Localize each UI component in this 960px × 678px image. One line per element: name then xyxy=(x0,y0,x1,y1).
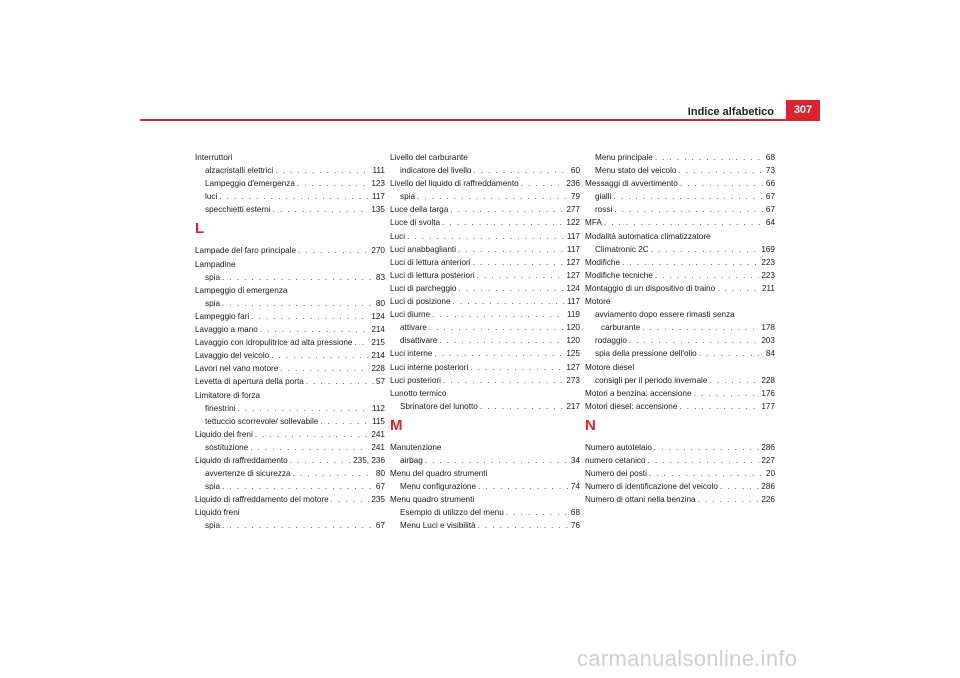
dot-leader xyxy=(699,347,764,360)
entry-page-ref: 223 xyxy=(761,257,775,267)
index-entry xyxy=(585,441,775,454)
index-entry xyxy=(195,297,385,310)
index-entry xyxy=(585,230,775,243)
index-entry xyxy=(390,400,580,413)
entry-term: finestrini xyxy=(205,403,236,413)
index-entry xyxy=(195,177,385,190)
header-rule xyxy=(140,119,820,121)
entry-term: Menu Luci e visibilità xyxy=(400,521,476,531)
entry-term: Numero autotelaio xyxy=(585,442,652,452)
entry-term: spia xyxy=(205,272,221,282)
entry-page-ref: 241 xyxy=(371,429,385,439)
entry-page-ref: 34 xyxy=(570,455,580,465)
entry-term: Liquido dei freni xyxy=(195,429,253,439)
entry-term: gialli xyxy=(595,192,612,202)
index-entry xyxy=(585,269,775,282)
entry-page-ref: 120 xyxy=(566,336,580,346)
entry-term: disattivare xyxy=(400,336,438,346)
entry-page-ref: 286 xyxy=(761,482,775,492)
dot-leader xyxy=(417,190,569,203)
index-entry xyxy=(195,480,385,493)
watermark: carmanualsonline.info xyxy=(577,646,798,671)
entry-page-ref: 66 xyxy=(765,179,775,189)
dot-leader xyxy=(453,295,565,308)
entry-page-ref: 127 xyxy=(566,270,580,280)
entry-term: Motore diesel xyxy=(585,362,635,372)
entry-term: Luci xyxy=(390,231,406,241)
entry-page-ref: 214 xyxy=(371,325,385,335)
index-entry xyxy=(585,256,775,269)
entry-term: Climatronic 2C xyxy=(595,244,649,254)
index-entry xyxy=(195,519,385,532)
dot-leader xyxy=(222,480,374,493)
index-entry xyxy=(390,151,580,164)
dot-leader xyxy=(434,347,564,360)
index-entry xyxy=(195,493,385,506)
dot-leader xyxy=(604,216,764,229)
index-entry xyxy=(585,203,775,216)
entry-term: Manutenzione xyxy=(390,442,442,452)
index-entry xyxy=(585,467,775,480)
index-entry xyxy=(195,203,385,216)
entry-term: Interruttori xyxy=(195,153,233,162)
index-entry xyxy=(195,258,385,271)
entry-term: Lavori nel vano motore xyxy=(195,364,279,374)
entry-term: Luci interne xyxy=(390,349,433,359)
entry-term: Lavaggio con idropulitrice ad alta pressione xyxy=(195,338,353,348)
index-entry xyxy=(390,269,580,282)
index-entry xyxy=(390,480,580,493)
entry-page-ref: 119 xyxy=(566,310,580,320)
entry-page-ref: 68 xyxy=(570,508,580,518)
entry-page-ref: 227 xyxy=(761,455,775,465)
entry-term: attivare xyxy=(400,323,427,333)
dot-leader xyxy=(219,190,370,203)
entry-page-ref: 83 xyxy=(375,272,385,282)
entry-term: Messaggi di avvertimento xyxy=(585,179,678,189)
index-entry xyxy=(390,190,580,203)
entry-term: Menu configurazione xyxy=(400,482,477,492)
entry-page-ref: 64 xyxy=(765,218,775,228)
index-entry xyxy=(585,400,775,413)
dot-leader xyxy=(442,216,564,229)
entry-page-ref: 73 xyxy=(765,166,775,176)
entry-term: Livello del carburante xyxy=(390,153,468,162)
entry-term: Luci posteriori xyxy=(390,375,441,385)
index-entry xyxy=(195,310,385,323)
page-title: Indice alfabetico xyxy=(687,106,774,118)
dot-leader xyxy=(250,441,369,454)
dot-leader xyxy=(473,256,565,269)
dot-leader xyxy=(354,336,369,349)
dot-leader xyxy=(251,310,369,323)
entry-term: sostituzione xyxy=(205,442,249,452)
index-entry xyxy=(585,177,775,190)
dot-leader xyxy=(720,480,759,493)
index-entry xyxy=(390,216,580,229)
entry-term: Lunotto termico xyxy=(390,388,447,398)
entry-term: Menu principale xyxy=(595,153,653,162)
index-entry xyxy=(585,454,775,467)
entry-term: Luce di svolta xyxy=(390,218,441,228)
entry-page-ref: 67 xyxy=(375,482,385,492)
index-entry xyxy=(390,308,580,321)
index-entry xyxy=(195,323,385,336)
index-entry xyxy=(585,243,775,256)
index-entry xyxy=(195,362,385,375)
entry-page-ref: 228 xyxy=(761,375,775,385)
entry-page-ref: 286 xyxy=(761,442,775,452)
entry-term: Modifiche xyxy=(585,257,621,267)
entry-page-ref: 122 xyxy=(566,218,580,228)
entry-term: rodaggio xyxy=(595,336,627,346)
index-entry xyxy=(195,190,385,203)
index-entry xyxy=(195,271,385,284)
entry-page-ref: 217 xyxy=(566,401,580,411)
index-entry xyxy=(390,164,580,177)
index-column-2 xyxy=(390,151,580,533)
entry-term: Numero di identificazione del veicolo xyxy=(585,482,718,492)
index-entry xyxy=(585,321,775,334)
dot-leader xyxy=(320,415,370,428)
index-entry xyxy=(390,493,580,506)
dot-leader xyxy=(649,467,764,480)
index-entry xyxy=(585,347,775,360)
dot-leader xyxy=(622,256,759,269)
entry-page-ref: 226 xyxy=(761,495,775,505)
section-letter: N xyxy=(585,416,596,434)
dot-leader xyxy=(470,361,564,374)
entry-term: spia della pressione dell'olio xyxy=(595,349,697,359)
index-entry xyxy=(585,190,775,203)
entry-page-ref: 84 xyxy=(765,349,775,359)
entry-term: Luci di parcheggio xyxy=(390,283,457,293)
dot-leader xyxy=(678,164,763,177)
dot-leader xyxy=(306,375,374,388)
entry-term: Lampade del faro principale xyxy=(195,246,297,256)
entry-term: Sbrinatore del lunotto xyxy=(400,401,478,411)
index-entry xyxy=(390,230,580,243)
dot-leader xyxy=(222,271,374,284)
entry-term: Luce della targa xyxy=(390,205,449,215)
index-entry xyxy=(195,284,385,297)
dot-leader xyxy=(654,441,759,454)
entry-page-ref: 117 xyxy=(566,231,580,241)
entry-page-ref: 127 xyxy=(566,257,580,267)
entry-page-ref: 176 xyxy=(761,388,775,398)
entry-page-ref: 127 xyxy=(566,362,580,372)
entry-term: Numero di ottani nella benzina xyxy=(585,495,696,505)
entry-term: Numero dei posti xyxy=(585,469,647,479)
entry-term: Lampeggio di emergenza xyxy=(195,285,288,295)
dot-leader xyxy=(331,493,370,506)
entry-page-ref: 79 xyxy=(570,192,580,202)
entry-page-ref: 177 xyxy=(761,401,775,411)
index-entry xyxy=(195,402,385,415)
dot-leader xyxy=(717,282,760,295)
entry-page-ref: 67 xyxy=(765,192,775,202)
entry-term: MFA xyxy=(585,218,602,228)
entry-term: alzacristalli elettrici xyxy=(205,166,274,176)
entry-page-ref: 120 xyxy=(566,323,580,333)
dot-leader xyxy=(280,362,369,375)
dot-leader xyxy=(473,164,568,177)
dot-leader xyxy=(429,321,564,334)
entry-term: Luci di lettura anteriori xyxy=(390,257,471,267)
entry-page-ref: 135 xyxy=(371,205,385,215)
section-letter: M xyxy=(390,416,403,434)
index-entry xyxy=(195,441,385,454)
entry-term: spia xyxy=(205,482,221,492)
entry-page-ref: 117 xyxy=(566,297,580,307)
dot-leader xyxy=(298,244,369,257)
entry-page-ref: 117 xyxy=(371,192,385,202)
entry-term: spia xyxy=(400,192,416,202)
index-entry xyxy=(195,151,385,164)
entry-page-ref: 68 xyxy=(765,153,775,162)
index-entry xyxy=(195,415,385,428)
entry-term: Limitatore di forza xyxy=(195,390,261,400)
index-entry xyxy=(585,151,775,164)
index-entry xyxy=(390,467,580,480)
dot-leader xyxy=(521,177,565,190)
dot-leader xyxy=(709,374,759,387)
dot-leader xyxy=(222,297,374,310)
entry-page-ref: 74 xyxy=(570,482,580,492)
dot-leader xyxy=(614,203,764,216)
index-entry xyxy=(195,506,385,519)
entry-term: Luci anabbaglianti xyxy=(390,244,457,254)
entry-page-ref: 80 xyxy=(375,469,385,479)
entry-term: Luci interne posteriori xyxy=(390,362,469,372)
index-entry xyxy=(390,441,580,454)
entry-term: Menu quadro strumenti xyxy=(390,495,475,505)
dot-leader xyxy=(655,151,764,164)
index-entry xyxy=(390,243,580,256)
dot-leader xyxy=(648,454,760,467)
dot-leader xyxy=(477,269,565,282)
entry-page-ref: 123 xyxy=(371,179,385,189)
entry-term: Lampeggio fari xyxy=(195,311,250,321)
entry-term: Lampeggio d'emergenza xyxy=(205,179,295,189)
dot-leader xyxy=(432,308,565,321)
entry-term: Motori a benzina: accensione xyxy=(585,388,692,398)
entry-page-ref: 67 xyxy=(765,205,775,215)
index-entry xyxy=(195,244,385,257)
dot-leader xyxy=(694,387,760,400)
entry-term: Motori diesel: accensione xyxy=(585,401,678,411)
dot-leader xyxy=(273,203,370,216)
entry-term: Lavaggio del veicolo xyxy=(195,351,270,361)
dot-leader xyxy=(290,454,351,467)
entry-term: luci xyxy=(205,192,218,202)
dot-leader xyxy=(655,269,760,282)
dot-leader xyxy=(425,454,569,467)
dot-leader xyxy=(222,519,374,532)
entry-page-ref: 80 xyxy=(375,298,385,308)
entry-page-ref: 273 xyxy=(566,375,580,385)
entry-page-ref: 57 xyxy=(375,377,385,387)
dot-leader xyxy=(238,402,370,415)
entry-page-ref: 223 xyxy=(761,270,775,280)
entry-term: numero cetanico xyxy=(585,455,646,465)
entry-term: carburante xyxy=(601,323,641,333)
index-entry xyxy=(195,164,385,177)
entry-page-ref: 235 xyxy=(371,495,385,505)
entry-page-ref: 76 xyxy=(570,521,580,531)
index-entry xyxy=(585,334,775,347)
dot-leader xyxy=(407,230,565,243)
index-entry xyxy=(195,389,385,402)
entry-term: airbag xyxy=(400,455,423,465)
entry-term: Liquido di raffreddamento xyxy=(195,455,288,465)
entry-term: spia xyxy=(205,521,221,531)
index-entry xyxy=(390,387,580,400)
dot-leader xyxy=(680,177,764,190)
entry-page-ref: 228 xyxy=(371,364,385,374)
dot-leader xyxy=(458,243,565,256)
index-entry xyxy=(390,256,580,269)
dot-leader xyxy=(651,243,760,256)
dot-leader xyxy=(480,400,564,413)
dot-leader xyxy=(629,334,759,347)
entry-page-ref: 169 xyxy=(761,244,775,254)
dot-leader xyxy=(271,349,369,362)
entry-page-ref: 270 xyxy=(371,246,385,256)
entry-page-ref: 203 xyxy=(761,336,775,346)
dot-leader xyxy=(443,374,564,387)
entry-page-ref: 112 xyxy=(371,403,385,413)
index-entry xyxy=(390,506,580,519)
entry-term: Luci diurne xyxy=(390,310,431,320)
dot-leader xyxy=(506,506,569,519)
entry-term: specchietti esterni xyxy=(205,205,271,215)
dot-leader xyxy=(679,400,759,413)
index-entry xyxy=(195,375,385,388)
index-entry xyxy=(390,321,580,334)
entry-term: rossi xyxy=(595,205,613,215)
entry-page-ref: 125 xyxy=(566,349,580,359)
entry-page-ref: 211 xyxy=(761,283,775,293)
entry-term: consigli per il periodo invernale xyxy=(595,375,708,385)
dot-leader xyxy=(293,467,374,480)
dot-leader xyxy=(642,321,759,334)
dot-leader xyxy=(275,164,370,177)
entry-term: Montaggio di un dispositivo di traino xyxy=(585,283,716,293)
entry-term: Luci di posizione xyxy=(390,297,451,307)
entry-page-ref: 20 xyxy=(765,469,775,479)
entry-page-ref: 60 xyxy=(570,166,580,176)
entry-term: Modalità automatica climatizzatore xyxy=(585,231,711,241)
entry-page-ref: 117 xyxy=(566,244,580,254)
entry-term: Livello del liquido di raffreddamento xyxy=(390,179,519,189)
index-entry xyxy=(585,387,775,400)
entry-page-ref: 214 xyxy=(371,351,385,361)
dot-leader xyxy=(450,203,564,216)
index-entry xyxy=(390,519,580,532)
entry-term: Lampadine xyxy=(195,259,236,269)
dot-leader xyxy=(613,190,764,203)
entry-term: tettuccio scorrevole/ sollevabile xyxy=(205,416,319,426)
index-entry xyxy=(390,334,580,347)
index-entry xyxy=(585,480,775,493)
index-entry xyxy=(585,164,775,177)
entry-page-ref: 115 xyxy=(371,416,385,426)
entry-page-ref: 178 xyxy=(761,323,775,333)
index-entry xyxy=(585,374,775,387)
section-letter: L xyxy=(195,220,205,238)
index-entry xyxy=(390,282,580,295)
index-entry xyxy=(585,308,775,321)
dot-leader xyxy=(458,282,564,295)
index-entry xyxy=(195,349,385,362)
entry-page-ref: 215 xyxy=(371,338,385,348)
dot-leader xyxy=(478,480,569,493)
index-entry xyxy=(585,361,775,374)
entry-term: Motore xyxy=(585,297,611,307)
index-entry xyxy=(585,282,775,295)
entry-term: Liquido freni xyxy=(195,508,240,518)
entry-term: Esempio di utilizzo del menu xyxy=(400,508,504,518)
entry-page-ref: 124 xyxy=(566,283,580,293)
entry-page-ref: 124 xyxy=(371,311,385,321)
index-entry xyxy=(390,454,580,467)
dot-leader xyxy=(297,177,369,190)
entry-term: Luci di lettura posteriori xyxy=(390,270,475,280)
entry-page-ref: 277 xyxy=(566,205,580,215)
entry-term: avvertenze di sicurezza xyxy=(205,469,291,479)
entry-page-ref: 67 xyxy=(375,521,385,531)
index-entry xyxy=(585,493,775,506)
page-number-badge: 307 xyxy=(786,100,820,120)
index-entry xyxy=(390,295,580,308)
index-entry xyxy=(390,203,580,216)
dot-leader xyxy=(255,428,370,441)
entry-term: Levetta di apertura della porta xyxy=(195,377,304,387)
index-entry xyxy=(195,467,385,480)
dot-leader xyxy=(698,493,760,506)
entry-term: avviamento dopo essere rimasti senza xyxy=(595,310,735,320)
index-entry xyxy=(585,216,775,229)
entry-term: indicatore del livello xyxy=(400,166,472,176)
entry-term: Modifiche tecniche xyxy=(585,270,653,280)
index-entry xyxy=(195,428,385,441)
index-entry xyxy=(390,361,580,374)
index-entry xyxy=(390,177,580,190)
dot-leader xyxy=(439,334,564,347)
entry-term: Liquido di raffreddamento del motore xyxy=(195,495,329,505)
index-entry xyxy=(585,295,775,308)
index-column-3 xyxy=(585,151,775,506)
entry-page-ref: 241 xyxy=(371,442,385,452)
index-entry xyxy=(195,336,385,349)
index-entry xyxy=(390,347,580,360)
entry-term: spia xyxy=(205,298,221,308)
entry-page-ref: 236 xyxy=(566,179,580,189)
dot-leader xyxy=(260,323,370,336)
index-column-1 xyxy=(195,151,385,533)
entry-term: Lavaggio a mano xyxy=(195,325,258,335)
entry-term: Menu del quadro strumenti xyxy=(390,469,488,479)
dot-leader xyxy=(478,519,569,532)
entry-term: Menu stato del veicolo xyxy=(595,166,677,176)
index-entry xyxy=(390,374,580,387)
entry-page-ref: 235, 236 xyxy=(353,455,385,465)
entry-page-ref: 111 xyxy=(372,166,385,176)
index-entry xyxy=(195,454,385,467)
